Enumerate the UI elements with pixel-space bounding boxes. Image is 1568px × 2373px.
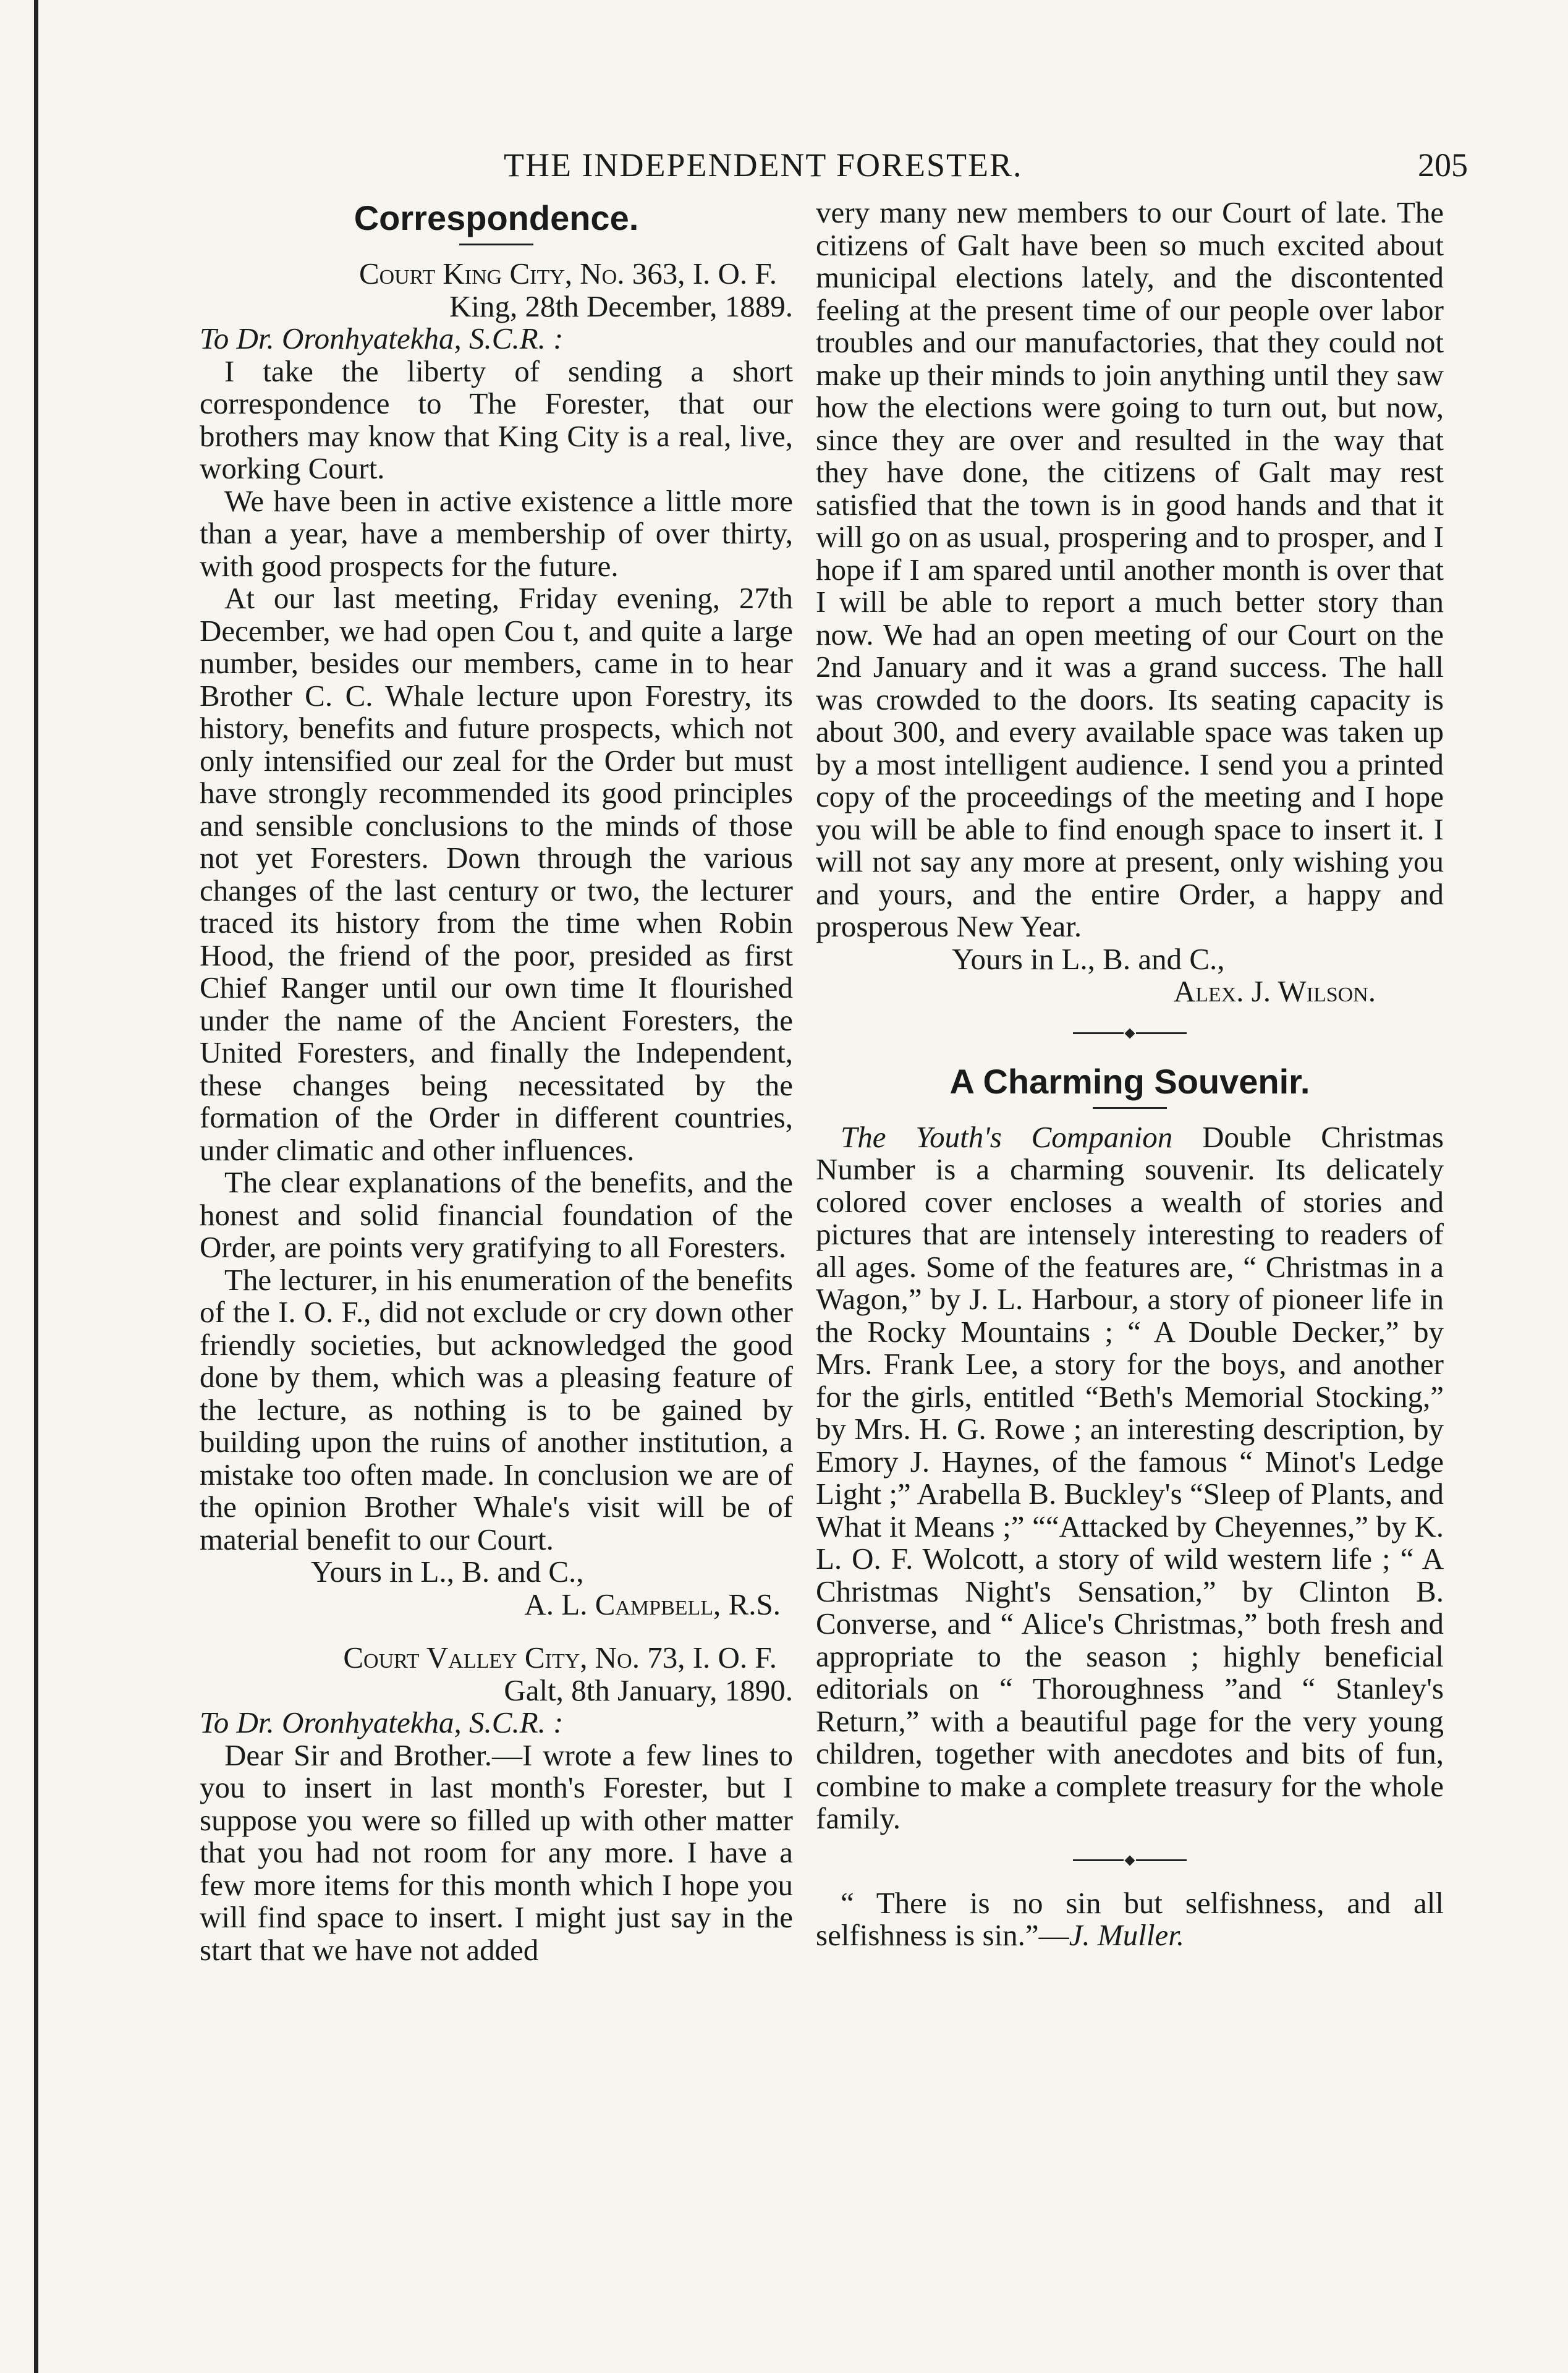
letter1-address-court: Court King City, No. 363, I. O. F. — [358, 257, 777, 291]
heading-rule — [1093, 1107, 1167, 1109]
souvenir-text: Double Christmas Number is a charming souvenir. Its delicately colored cover encloses a wealth of stories and pictures that are intensely interesting to readers of all ages. Some of the features are, “ Christmas in a Wagon,” by J. L. Harbour, a story of pioneer life in the Rocky Mountains ; “ A Double Decker,” by Mrs. Frank Lee, a story for the boys, and another for the girls, entitled “Beth's Memorial Stocking,” by Mrs. H. G. Rowe ; an interesting description, by Emory J. Haynes, of the famous “ Minot's Ledge Light ;” Arabella B. Buckley's “Sleep of Plants, and What it Means ;” ““Attacked by Cheyennes,” by K. L. O. F. Wolcott, a story of wild western life ; “ A Christmas Night's Sensation,” by Clinton B. Converse, and “ Alice's Christmas,” both fresh and appropriate to the season ; highly beneficial editorials on “ Thoroughness ”and “ Stanley's Return,” with a beautiful page for the very young children, together with anecdotes and bits of fun, combine to make a complete treasury for the whole family. — [816, 1119, 1444, 1835]
letter1-signature: A. L. Campbell, R.S. — [524, 1587, 781, 1621]
scan-edge — [34, 0, 38, 2373]
closing-quote — [816, 1887, 1444, 1952]
letter2-address-court: Court Valley City, No. 73, I. O. F. — [343, 1641, 777, 1675]
quote-text: “ There is no sin but selfishness, and all selfishness is sin.”— — [816, 1885, 1444, 1952]
heading-rule — [459, 244, 533, 245]
letter1-paragraph: At our last meeting, Friday evening, 27th December, we had open Cou t, and quite a large number, besides our members, came in to hear Brother C. C. Whale lecture upon Forestry, its history, benefits and future prospects, which not only intensified our zeal for the Order but must have strongly recommended its good principles and sensible conclusions to the minds of those not yet Foresters. Down through the various changes of the last century or two, the lecturer traced its history from the time when Robin Hood, the friend of the poor, presided as first Chief Ranger until our own time It flourished under the name of the Ancient Foresters, the United Foresters, and finally the Independent, these changes being necessitated by the formation of the Order in different countries, under climatic and other influences. — [200, 581, 793, 1167]
letter2-address-date: Galt, 8th January, 1890. — [504, 1673, 793, 1707]
journal-title: THE INDEPENDENT FORESTER. — [504, 146, 1023, 184]
section-heading-souvenir: A Charming Souvenir. — [949, 1061, 1310, 1101]
souvenir-paragraph — [816, 1121, 1444, 1835]
letter1-closing: Yours in L., B. and C., — [311, 1555, 584, 1589]
letter1-paragraph: The lecturer, in his enumeration of the benefits of the I. O. F., did not exclude or cry down other friendly societies, but acknowledged the good done by them, which was a pleasing feature of the lecture, as nothing is to be gained by building upon the ruins of another institution, a mistake too often made. In conclusion we are of the opinion Brother Whale's visit will be of material benefit to our Court. — [200, 1262, 793, 1556]
letter1-paragraph: I take the liberty of sending a short correspondence to The Forester, that our brothers may know that King City is a real, live, working Court. — [200, 354, 793, 485]
letter2-signature: Alex. J. Wilson. — [1173, 974, 1376, 1008]
letter1-salutation: To Dr. Oronhyatekha, S.C.R. : — [200, 321, 564, 355]
quote-author: J. Muller. — [1069, 1918, 1185, 1952]
page-number: 205 — [1418, 146, 1468, 184]
ornament-divider — [816, 1851, 1444, 1870]
letter1-paragraph: The clear explanations of the benefits, and the honest and solid financial foundation of the Order, are points very gratifying to all Foresters. — [200, 1165, 793, 1264]
right-column — [816, 197, 1444, 1952]
letter2-paragraph: Dear Sir and Brother.—I wrote a few lines to you to insert in last month's Forester, but I suppose you were so filled up with other matter that you had not room for any more. I have a few more items for this month which I hope you will find space to insert. I might just say in the start that we have not added — [200, 1738, 793, 1967]
publication-title: The Youth's Companion — [841, 1119, 1173, 1154]
letter2-continuation: very many new members to our Court of late. The citizens of Galt have been so much excited about municipal elections lately, and the discontented feeling at the present time of our people over labor troubles and our manufactories, that they could not make up their minds to join anything until they saw how the elections were going to turn out, but now, since they are over and resulted in the way that they have done, the citizens of Galt may rest satisfied that the town is in good hands and that it will go on as usual, prospering and to prosper, and I hope if I am spared until another month is over that I will be able to report a much better story than now. We had an open meeting of our Court on the 2nd January and it was a grand success. The hall was crowded to the doors. Its seating capacity is about 300, and every available space was taken up by a most intelligent audience. I send you a printed copy of the proceedings of the meeting and I hope you will be able to find enough space to insert it. I will not say any more at present, only wishing you and yours, and the entire Order, a happy and prosperous New Year. — [816, 195, 1444, 943]
left-column — [200, 197, 793, 1966]
running-header — [504, 146, 1468, 189]
ornament-divider — [816, 1024, 1444, 1043]
letter2-salutation: To Dr. Oronhyatekha, S.C.R. : — [200, 1705, 564, 1739]
letter2-closing: Yours in L., B. and C., — [952, 941, 1225, 976]
section-heading-correspondence: Correspondence. — [354, 198, 639, 237]
letter1-address-date: King, 28th December, 1889. — [449, 289, 793, 323]
letter1-paragraph: We have been in active existence a little more than a year, have a membership of over thirty, with good prospects for the future. — [200, 483, 793, 583]
